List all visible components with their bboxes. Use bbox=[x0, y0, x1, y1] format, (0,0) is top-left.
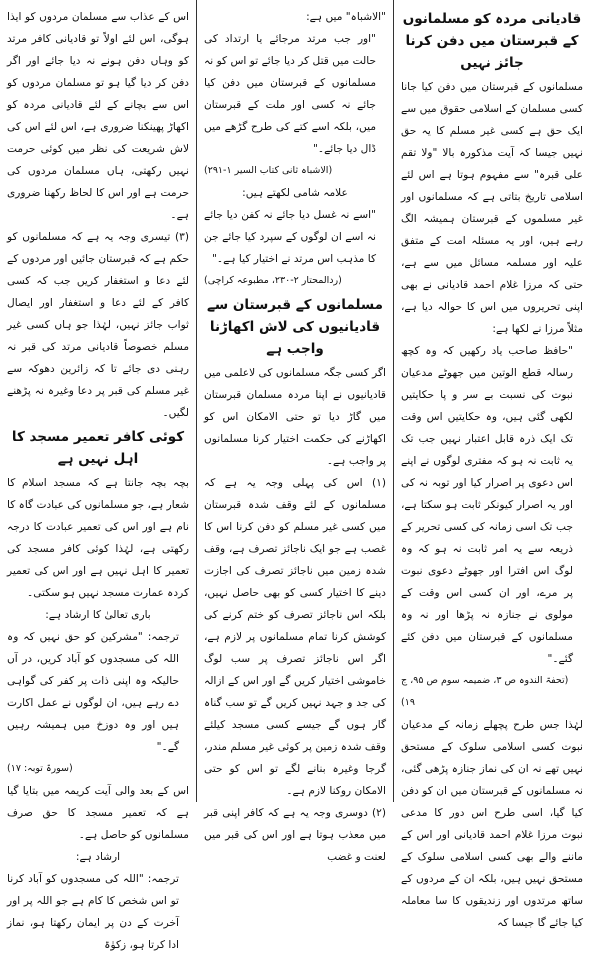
heading-mosque: کوئی کافر تعمیر مسجد کا اہل نہیں ہے bbox=[11, 429, 185, 467]
reference: (تحفۃ الندوہ ص ۳، ضمیمہ سوم ص ۹۵، ج ۱۹) bbox=[401, 675, 569, 708]
column-right bbox=[394, 0, 590, 929]
paragraph: باری تعالیٰ کا ارشاد ہے: bbox=[45, 609, 151, 621]
paragraph: علامہ شامی لکھتے ہیں: bbox=[242, 187, 348, 199]
paragraph: ارشاد ہے: bbox=[75, 851, 121, 863]
column-divider bbox=[196, 0, 197, 802]
quote-quran: ترجمہ: "مشرکین کو حق نہیں کہ وہ اللہ کی مسجدوں کو آباد کریں، در آں حالیکہ وہ اپنی ذات پر کفر کی گواہی دے رہے ہیں، ان لوگوں نے عمل اکارت ہیں اور وہ دوزخ میں ہمیشہ رہیں گے۔" bbox=[7, 631, 179, 753]
paragraph: "الاشباہ" میں ہے: bbox=[306, 11, 386, 23]
paragraph: اس کے عذاب سے مسلمان مردوں کو ایذا ہوگی، اس لئے اولاً تو قادیانی کافر مرتد کو وہاں دفن ہونے نہ دیا جائے اور اگر دفن کر دیا گیا ہو تو مسلمان مردوں کو اس سے بچانے کے لئے قادیانی مردہ کو اکھاڑ پھینکنا ضروری ہے، اس لئے اس کی لاش شریعت کی نظر میں کوئی حرمت نہیں رکھتی، ہاں مسلمان مردوں کی حرمت ہے اور اس کا لحاظ رکھنا ضروری ہے۔ bbox=[7, 11, 189, 221]
paragraph: (۲) دوسری وجہ یہ ہے کہ کافر اپنی قبر میں معذب ہوتا ہے اور اس کی قبر میں لعنت و غضب bbox=[204, 807, 386, 863]
paragraph: (۱) اس کی پہلی وجہ یہ ہے کہ مسلمانوں کے لئے وقف شدہ قبرستان میں کسی غیر مسلم کو دفن کرنا اس کا غصب ہے جو ایک ناجائز تصرف ہے، وقف شدہ زمین میں ناجائز تصرف کی اجازت دینے کا اختیار کسی کو بھی حاصل نہیں، بلکہ اس ناجائز تصرف کو ختم کرنے کی کوشش کرنا تمام مسلمانوں پر لازم ہے، اگر اس ناجائز تصرف پر سب لوگ خاموشی اختیار کریں گے اور اس کے ازالہ کی جد و جہد نہیں کریں گے تو سب گناہ گار ہوں گے جیسے کسی مسجد کیلئے وقف شدہ زمین پر کوئی غیر مسلم مندر، گرجا وغیرہ بنانے لگے تو اس کو حتی الامکان روکنا لازم ہے۔ bbox=[204, 477, 386, 797]
paragraph: (۳) تیسری وجہ یہ ہے کہ مسلمانوں کو حکم ہے کہ قبرستان جائیں اور مردوں کے لئے دعا و استغفار کریں جب کہ کسی کافر کے لئے دعا و استغفار اور ایصال ثواب جائز نہیں، لہٰذا جو ہاں کسی غیر مسلم خصوصاً قادیانی مرتد کی قبر نہ رہنی دی جائے تا کہ زائرین دھوکہ سے غیر مسلم کی قبر پر دعا وغیرہ نہ پڑھنے لگیں۔ bbox=[7, 231, 189, 419]
reference: (الاشباہ ثانی کتاب السیر ۱-۲۹۱) bbox=[204, 165, 333, 176]
column-left bbox=[0, 0, 196, 951]
paragraph: اگر کسی جگہ مسلمانوں کی لاعلمی میں قادیانیوں نے اپنا مردہ مسلمان قبرستان میں گاڑ دیا تو حتی الامکان اس کو اکھاڑنے کی حکمت اختیار کرنا مسلمانوں پر واجب ہے۔ bbox=[204, 367, 386, 467]
reference: (ردالمحتار ۲-۲۳۰، مطبوعہ کراچی) bbox=[204, 275, 342, 286]
heading-exhume: مسلمانوں کے قبرستان سے قادیانیوں کی لاش اکھاڑنا واجب ہے bbox=[207, 297, 383, 357]
paragraph: اس کے بعد والی آیت کریمہ میں بتایا گیا ہے کہ تعمیر مسجد کا حق صرف مسلمانوں کو حاصل ہے۔ bbox=[7, 785, 189, 841]
reference: (سورۃ توبہ: ۱۷) bbox=[7, 763, 73, 774]
paragraph: بچہ بچہ جانتا ہے کہ مسجد اسلام کا شعار ہے، جو مسلمانوں کی عبادت گاہ کا نام ہے اور اس کی تعمیر عبادت کا درجہ رکھتی ہے، لہٰذا کوئی کافر مسجد کی تعمیر کا اہل نہیں ہے اور اس کی تعمیر کردہ عمارت مسجد نہیں ہو سکتی۔ bbox=[6, 477, 189, 599]
quote-shami: "اسے نہ غسل دیا جائے نہ کفن دیا جائے نہ اسے ان لوگوں کے سپرد کیا جائے جن کا مذہب اس مرتد نے اختیار کیا ہے۔" bbox=[204, 209, 376, 265]
column-divider bbox=[393, 0, 394, 802]
quote-quran: ترجمہ: "اللہ کی مسجدوں کو آباد کرنا تو اس شخص کا کام ہے جو اللہ پر اور آخرت کے دن پر ایمان رکھتا ہو، نماز ادا کرتا ہو، زکوٰۃ bbox=[7, 873, 179, 951]
column-middle bbox=[197, 0, 393, 863]
paragraph: لہٰذا جس طرح پچھلے زمانہ کے مدعیان نبوت کسی اسلامی سلوک کے مستحق نہیں تھے نہ ان کی نماز جنازہ پڑھی گئی، نہ مسلمانوں کے قبرستان میں ان کو دفن کیا گیا، اسی طرح اس دور کا مدعی نبوت مرزا غلام احمد قادیانی اور اس کے ماننے والے بھی کسی اسلامی سلوک کے مستحق نہیں ہیں، بلکہ ان کے مردوں کے ساتھ مرتدوں اور زندیقوں کا سا معاملہ کیا جائے گا جیسا کہ bbox=[401, 719, 583, 929]
paragraph: مسلمانوں کے قبرستان میں دفن کیا جانا کسی مسلمان کے اسلامی حقوق میں سے ایک حق ہے کسی غیر مسلم کا یہ حق نہیں جیسا کہ آیت مذکورہ بالا "ولا تقم علی قبرہ" سے مفہوم ہوتا ہے اس لئے اسلامی تاریخ بتاتی ہے کہ مسلمانوں اور غیر مسلموں کے قبرستان ہمیشہ الگ رہے ہیں، اور یہ مسئلہ امت کے متفق علیہ اور مسلمہ مسائل میں سے ہے، حتی کہ مرزا غلام احمد قادیانی نے بھی اپنی تحریروں میں اس کا حوالہ دیا ہے، مثلاً مرزا نے لکھا ہے: bbox=[401, 81, 583, 335]
quote-mirza: "حافظ صاحب یاد رکھیں کہ وہ کچھ رسالہ قطع الوتین میں جھوٹے مدعیان نبوت کی نسبت بے سر و پا حکایتیں لکھی گئی ہیں، وہ حکایتیں اس وقت تک ایک ذرہ قابل اعتبار نہیں جب تک یہ ثابت نہ ہو کہ مفتری لوگوں نے اپنے اس دعوی پر اصرار کیا اور توبہ نہ کی اور یہ اصرار کیونکر ثابت ہو سکتا ہے، جب تک اسی زمانہ کی کسی تحریر کے ذریعہ سے یہ امر ثابت نہ ہو کہ وہ لوگ اس افترا اور جھوٹے دعوی نبوت پر مرے، اور ان کسی اس وقت کے مولوی نے جنازہ نہ پڑھا اور نہ وہ مسلمانوں کے قبرستان میں دفن کئے گئے۔" bbox=[401, 345, 573, 665]
heading-qadiani-burial: قادیانی مردہ کو مسلمانوں کے قبرستان میں دفن کرنا جائز نہیں bbox=[402, 11, 582, 71]
quote-ashbah: "اور جب مرتد مرجائے یا ارتداد کی حالت میں قتل کر دیا جائے تو اس کو نہ مسلمانوں کے قبرستان میں دفن کیا جائے نہ کسی اور ملت کے قبرستان میں، بلکہ اسے کتے کی طرح گڑھے میں ڈال دیا جائے۔" bbox=[204, 33, 376, 155]
